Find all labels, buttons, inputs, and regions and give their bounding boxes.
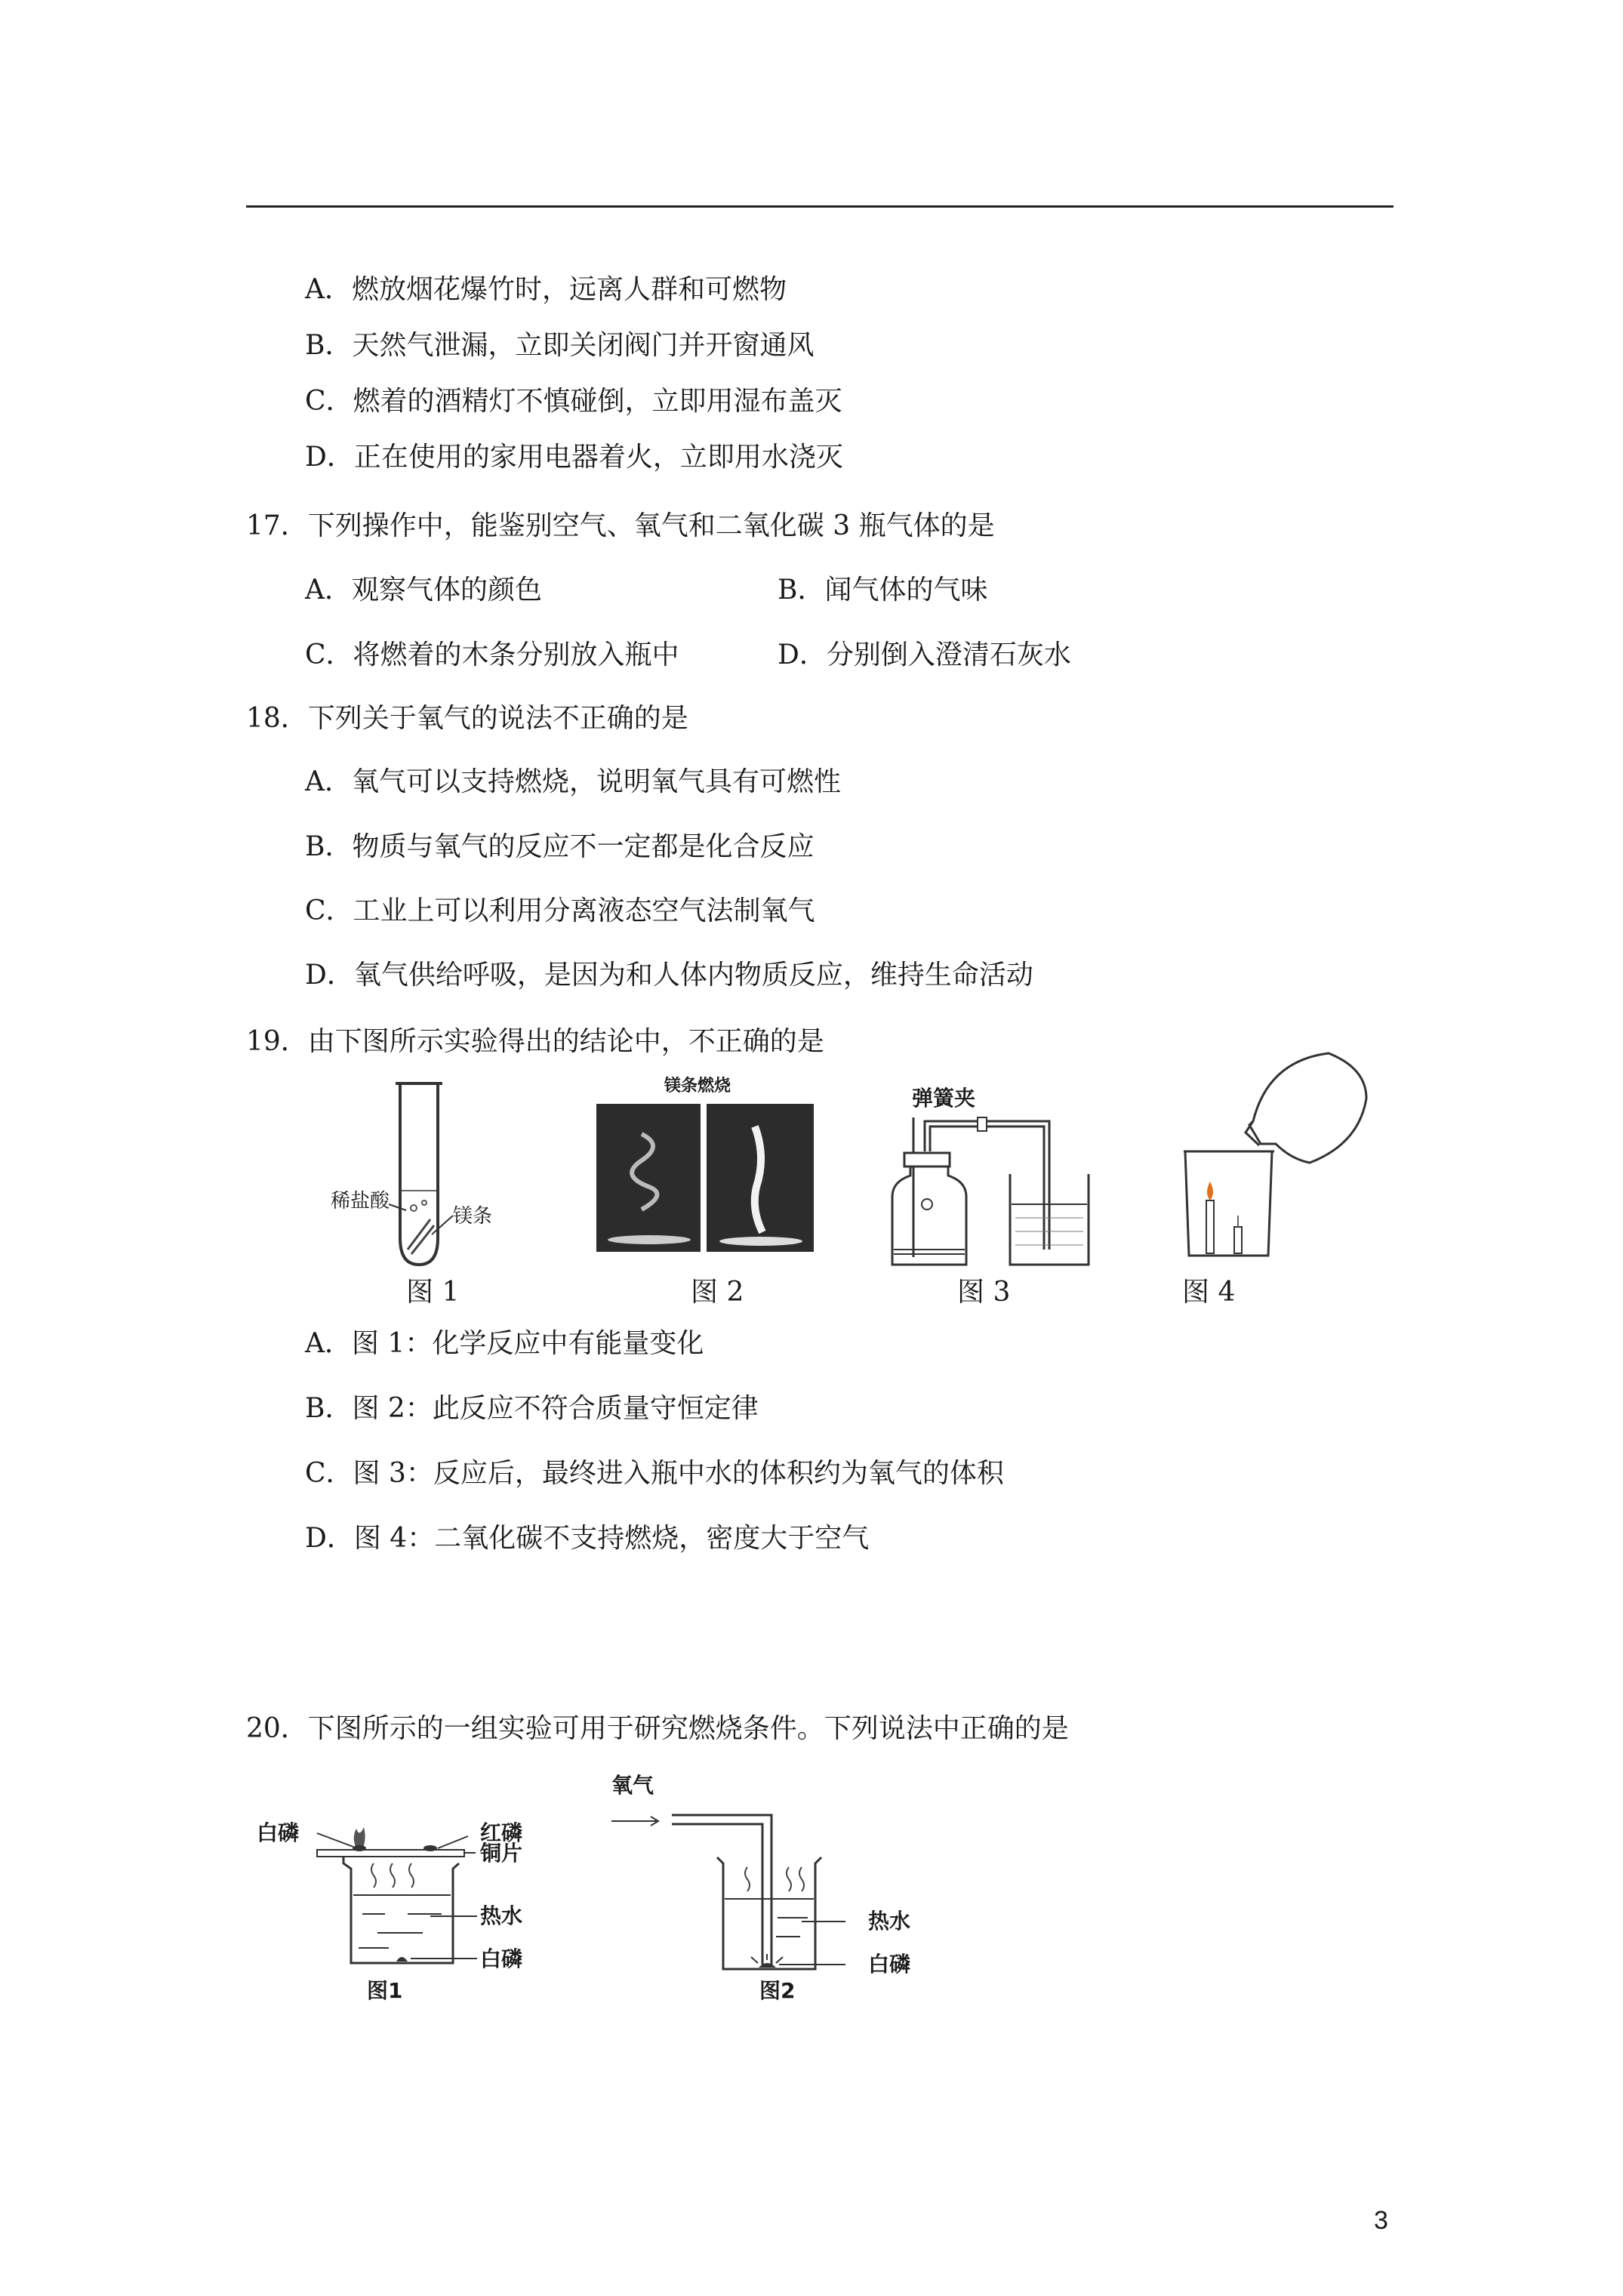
- q20-fig2-label-white-p: 白磷: [868, 1952, 911, 1977]
- q19-option-a: A．图 1：化学反应中有能量变化: [305, 1328, 704, 1359]
- q19-fig1-label-acid: 稀盐酸: [331, 1190, 390, 1213]
- q19-option-d: D．图 4：二氧化碳不支持燃烧，密度大于空气: [305, 1523, 870, 1554]
- q16-option-c: C．燃着的酒精灯不慎碰倒，立即用湿布盖灭: [305, 386, 842, 417]
- q20-fig1-label-white-p: 白磷: [257, 1820, 300, 1845]
- q19-stem: 19．由下图所示实验得出的结论中，不正确的是: [246, 1026, 824, 1057]
- q19-fig2-title: 镁条燃烧: [664, 1077, 731, 1096]
- header-rule: [246, 205, 1394, 208]
- q19-fig1-test-tube: [317, 1076, 513, 1272]
- q20-fig2-apparatus: [604, 1789, 845, 1978]
- q19-caption-3: 图 3: [957, 1277, 1011, 1308]
- q20-fig1-caption: 图1: [367, 1978, 403, 2003]
- q19-fig3-apparatus: [883, 1114, 1110, 1280]
- q18-option-b: B．物质与氧气的反应不一定都是化合反应: [305, 831, 815, 862]
- q20-fig1-label-white-p-bottom: 白磷: [480, 1946, 523, 1971]
- q16-option-b: B．天然气泄漏，立即关闭阀门并开窗通风: [305, 330, 815, 361]
- q17-option-a: A．观察气体的颜色: [305, 575, 542, 606]
- q19-option-c: C．图 3：反应后，最终进入瓶中水的体积约为氧气的体积: [305, 1458, 1004, 1489]
- q19-caption-2: 图 2: [691, 1277, 744, 1308]
- q20-fig2-label-oxygen: 氧气: [611, 1773, 654, 1798]
- q18-stem: 18．下列关于氧气的说法不正确的是: [246, 703, 688, 734]
- q19-fig3-label-clamp: 弹簧夹: [912, 1086, 976, 1111]
- q19-caption-4: 图 4: [1182, 1277, 1236, 1308]
- q17-stem: 17．下列操作中，能鉴别空气、氧气和二氧化碳 3 瓶气体的是: [246, 510, 995, 541]
- q18-option-a: A．氧气可以支持燃烧，说明氧气具有可燃性: [305, 766, 841, 797]
- q20-fig2-caption: 图2: [759, 1978, 796, 2003]
- q17-option-c: C．将燃着的木条分别放入瓶中: [305, 639, 679, 670]
- q16-option-d: D．正在使用的家用电器着火，立即用水浇灭: [305, 442, 843, 473]
- q20-fig1-label-copper: 铜片: [480, 1841, 523, 1866]
- q18-option-c: C．工业上可以利用分离液态空气法制氧气: [305, 895, 815, 926]
- q19-fig1-label-mg: 镁条: [453, 1205, 493, 1228]
- q18-option-d: D．氧气供给呼吸，是因为和人体内物质反应，维持生命活动: [305, 960, 1033, 991]
- q19-fig4-beaker: [1178, 1046, 1381, 1272]
- q16-option-a: A．燃放烟花爆竹时，远离人群和可燃物: [305, 274, 787, 305]
- q20-fig1-label-red-p: 红磷: [480, 1820, 523, 1845]
- q19-fig2-photo: [596, 1104, 823, 1255]
- q20-fig2-label-hot-water: 热水: [868, 1909, 911, 1934]
- q17-option-b: B．闻气体的气味: [778, 575, 988, 606]
- q19-caption-1: 图 1: [406, 1277, 460, 1308]
- q17-option-d: D．分别倒入澄清石灰水: [778, 639, 1071, 670]
- q20-fig1-label-hot-water: 热水: [480, 1903, 523, 1928]
- q20-stem: 20．下图所示的一组实验可用于研究燃烧条件。下列说法中正确的是: [246, 1713, 1069, 1744]
- q19-option-b: B．图 2：此反应不符合质量守恒定律: [305, 1393, 759, 1424]
- page-number: 3: [1374, 2206, 1388, 2235]
